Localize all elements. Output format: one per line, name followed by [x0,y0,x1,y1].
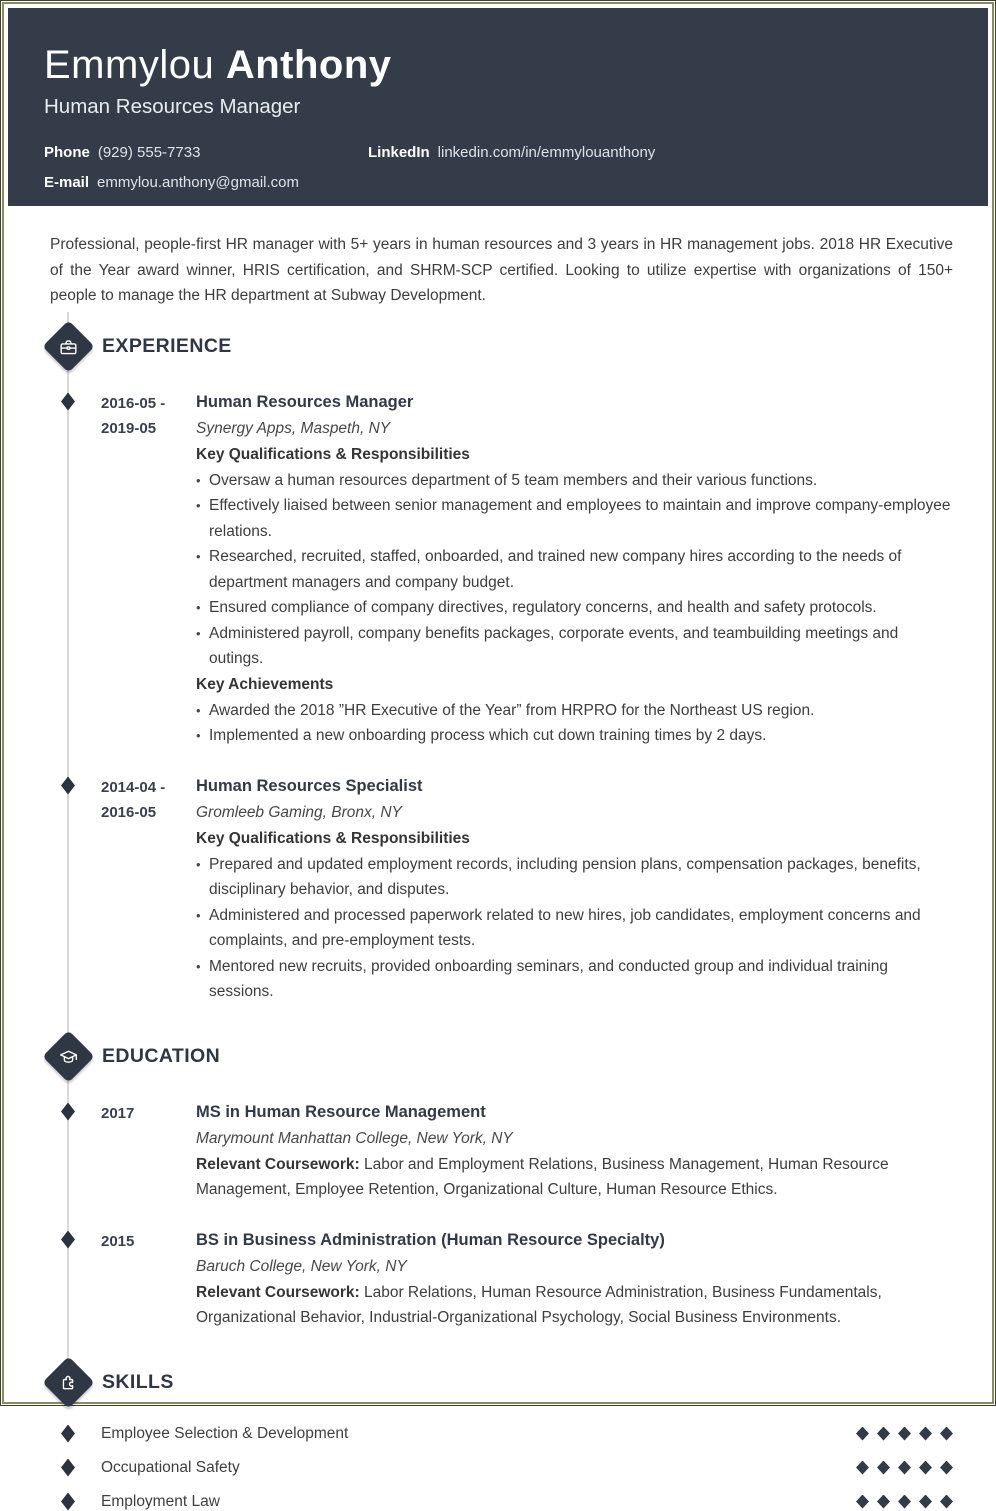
jobs-list [8,389,988,1005]
rating-diamond-icon [940,1427,953,1441]
job-bullet-item: • Ensured compliance of company directives, regulatory concerns, and health and safety protocols. [196,595,953,621]
job-dates [101,773,196,1005]
linkedin-label: LinkedIn [368,144,430,161]
skills-icon-wrap [41,1356,95,1410]
job-achievements [196,698,953,749]
job-achievement-item: • Awarded the 2018 ”HR Executive of the Year” from HRPRO for the Northeast US region. [196,698,953,724]
job-qualifications-heading: Key Qualifications & Responsibilities [196,829,470,847]
education-list [8,1099,988,1331]
job-bullet-item: • Mentored new recruits, provided onboarding seminars, and conducted group and individual training sessions. [196,954,953,1005]
email-value: emmylou.anthony@gmail.com [97,174,299,191]
skill-rating [848,1461,953,1475]
education-body [196,1099,953,1203]
skill-row [101,1425,953,1443]
education-section-header [8,1029,988,1085]
degree-title: MS in Human Resource Management [196,1102,486,1121]
page-gold-frame [2,2,994,1510]
skill-rating [848,1427,953,1441]
puzzle-piece-icon [42,1356,94,1408]
job-bullet-item: • Administered payroll, company benefits packages, corporate events, and teambuilding meetings and outings. [196,621,953,672]
rating-diamond-icon [856,1495,869,1509]
timeline-diamond-icon [61,1231,75,1249]
job-bullet-item: • Oversaw a human resources department of 5 team members and their various functions. [196,468,953,494]
job-achievement-item: • Implemented a new onboarding process which cut down training times by 2 days. [196,723,953,749]
rating-diamond-icon [856,1461,869,1475]
skill-rating [848,1495,953,1509]
phone-label: Phone [44,144,90,161]
timeline-diamond-icon [61,393,75,411]
education-year: 2017 [101,1104,135,1122]
job-achievements-heading: Key Achievements [196,675,334,693]
coursework-label: Relevant Coursework: [196,1155,360,1173]
contact-phone [44,144,368,161]
last-name: Anthony [225,43,392,87]
school-name: Baruch College, New York, NY [196,1257,407,1275]
rating-diamond-icon [898,1461,911,1475]
timeline-line [67,312,69,1364]
experience-icon-wrap [41,320,95,374]
job-title: Human Resources Specialist [196,776,423,795]
graduation-cap-icon [42,1030,94,1082]
job-dates [101,389,196,749]
skills-list [8,1425,988,1511]
degree-title: BS in Business Administration (Human Resource Specialty) [196,1230,665,1249]
rating-diamond-icon [919,1427,932,1441]
rating-diamond-icon [877,1427,890,1441]
first-name: Emmylou [44,43,215,87]
school-name: Marymount Manhattan College, New York, NY [196,1129,513,1147]
email-label: E-mail [44,174,90,191]
skill-label: Employee Selection & Development [101,1424,349,1442]
coursework: Relevant Coursework: Labor Relations, Human Resource Administration, Business Fundamentals, Organizational Behavior, Industrial-Organizational Psychology, Social Business Environments. [196,1283,882,1326]
coursework: Relevant Coursework: Labor and Employment Relations, Business Management, Human Resource Management, Employee Retention, Organizational Culture, Human Resource Ethics. [196,1155,889,1198]
contact-email [44,174,368,191]
skill-row [101,1459,953,1477]
rating-diamond-icon [940,1495,953,1509]
rating-diamond-icon [856,1427,869,1441]
rating-diamond-icon [877,1495,890,1509]
contact-linkedin [368,144,952,161]
job-company: Synergy Apps, Maspeth, NY [196,419,391,437]
skills-section-title: SKILLS [102,1371,174,1393]
coursework-label: Relevant Coursework: [196,1283,360,1301]
rating-diamond-icon [877,1461,890,1475]
briefcase-icon [42,320,94,372]
contact-info [44,144,952,191]
skills-section-header [8,1355,988,1411]
page-content [8,8,988,1510]
experience-section-header [8,319,988,375]
education-entry [101,1227,953,1331]
job-bullet-item: • Researched, recruited, staffed, onboarded, and trained new company hires according to the needs of department managers and company budget. [196,544,953,595]
rating-diamond-icon [919,1461,932,1475]
job-bullets [196,852,953,1005]
person-name [44,42,952,88]
timeline-diamond-icon [61,1425,75,1443]
skill-label: Employment Law [101,1492,220,1510]
job-bullets [196,468,953,672]
job-bullet-item: • Effectively liaised between senior management and employees to maintain and improve company-employee relations. [196,493,953,544]
job-date-start: 2016-05 - [101,394,166,412]
job-date-end: 2019-05 [101,420,157,437]
skill-row [101,1493,953,1511]
person-title: Human Resources Manager [44,95,301,118]
timeline-diamond-icon [61,1493,75,1511]
professional-summary: Professional, people-first HR manager with 5+ years in human resources and 3 years in HR management jobs. 2018 HR Executive of the Year award winner, HRIS certification, and SHRM-SCP certified. Looking to utilize expertise with organizations of 150+ people to manage the HR department at Subway Development. [50,236,953,304]
timeline-diamond-icon [61,1459,75,1477]
job-bullet-item: • Administered and processed paperwork related to new hires, job candidates, employment concerns and complaints, and pre-employment tests. [196,903,953,954]
experience-section-title: EXPERIENCE [102,335,232,357]
education-entry [101,1099,953,1203]
job-company: Gromleeb Gaming, Bronx, NY [196,803,402,821]
rating-diamond-icon [919,1495,932,1509]
timeline-diamond-icon [61,777,75,795]
education-section-title: EDUCATION [102,1045,221,1067]
job-entry [101,389,953,749]
phone-value: (929) 555-7733 [97,144,201,161]
job-body [196,773,953,1005]
rating-diamond-icon [898,1427,911,1441]
job-date-start: 2014-04 - [101,778,166,796]
rating-diamond-icon [898,1495,911,1509]
job-qualifications-heading: Key Qualifications & Responsibilities [196,445,470,463]
linkedin-value[interactable]: linkedin.com/in/emmylouanthony [437,144,656,161]
job-bullet-item: • Prepared and updated employment records, including pension plans, compensation packages, benefits, disciplinary behavior, and disputes. [196,852,953,903]
job-title: Human Resources Manager [196,392,414,411]
skill-label: Occupational Safety [101,1458,240,1476]
rating-diamond-icon [940,1461,953,1475]
job-entry [101,773,953,1005]
education-body [196,1227,953,1331]
header [8,8,988,206]
timeline-diamond-icon [61,1103,75,1121]
job-date-end: 2016-05 [101,804,157,821]
job-body [196,389,953,749]
education-icon-wrap [41,1030,95,1084]
education-year: 2015 [101,1232,135,1250]
